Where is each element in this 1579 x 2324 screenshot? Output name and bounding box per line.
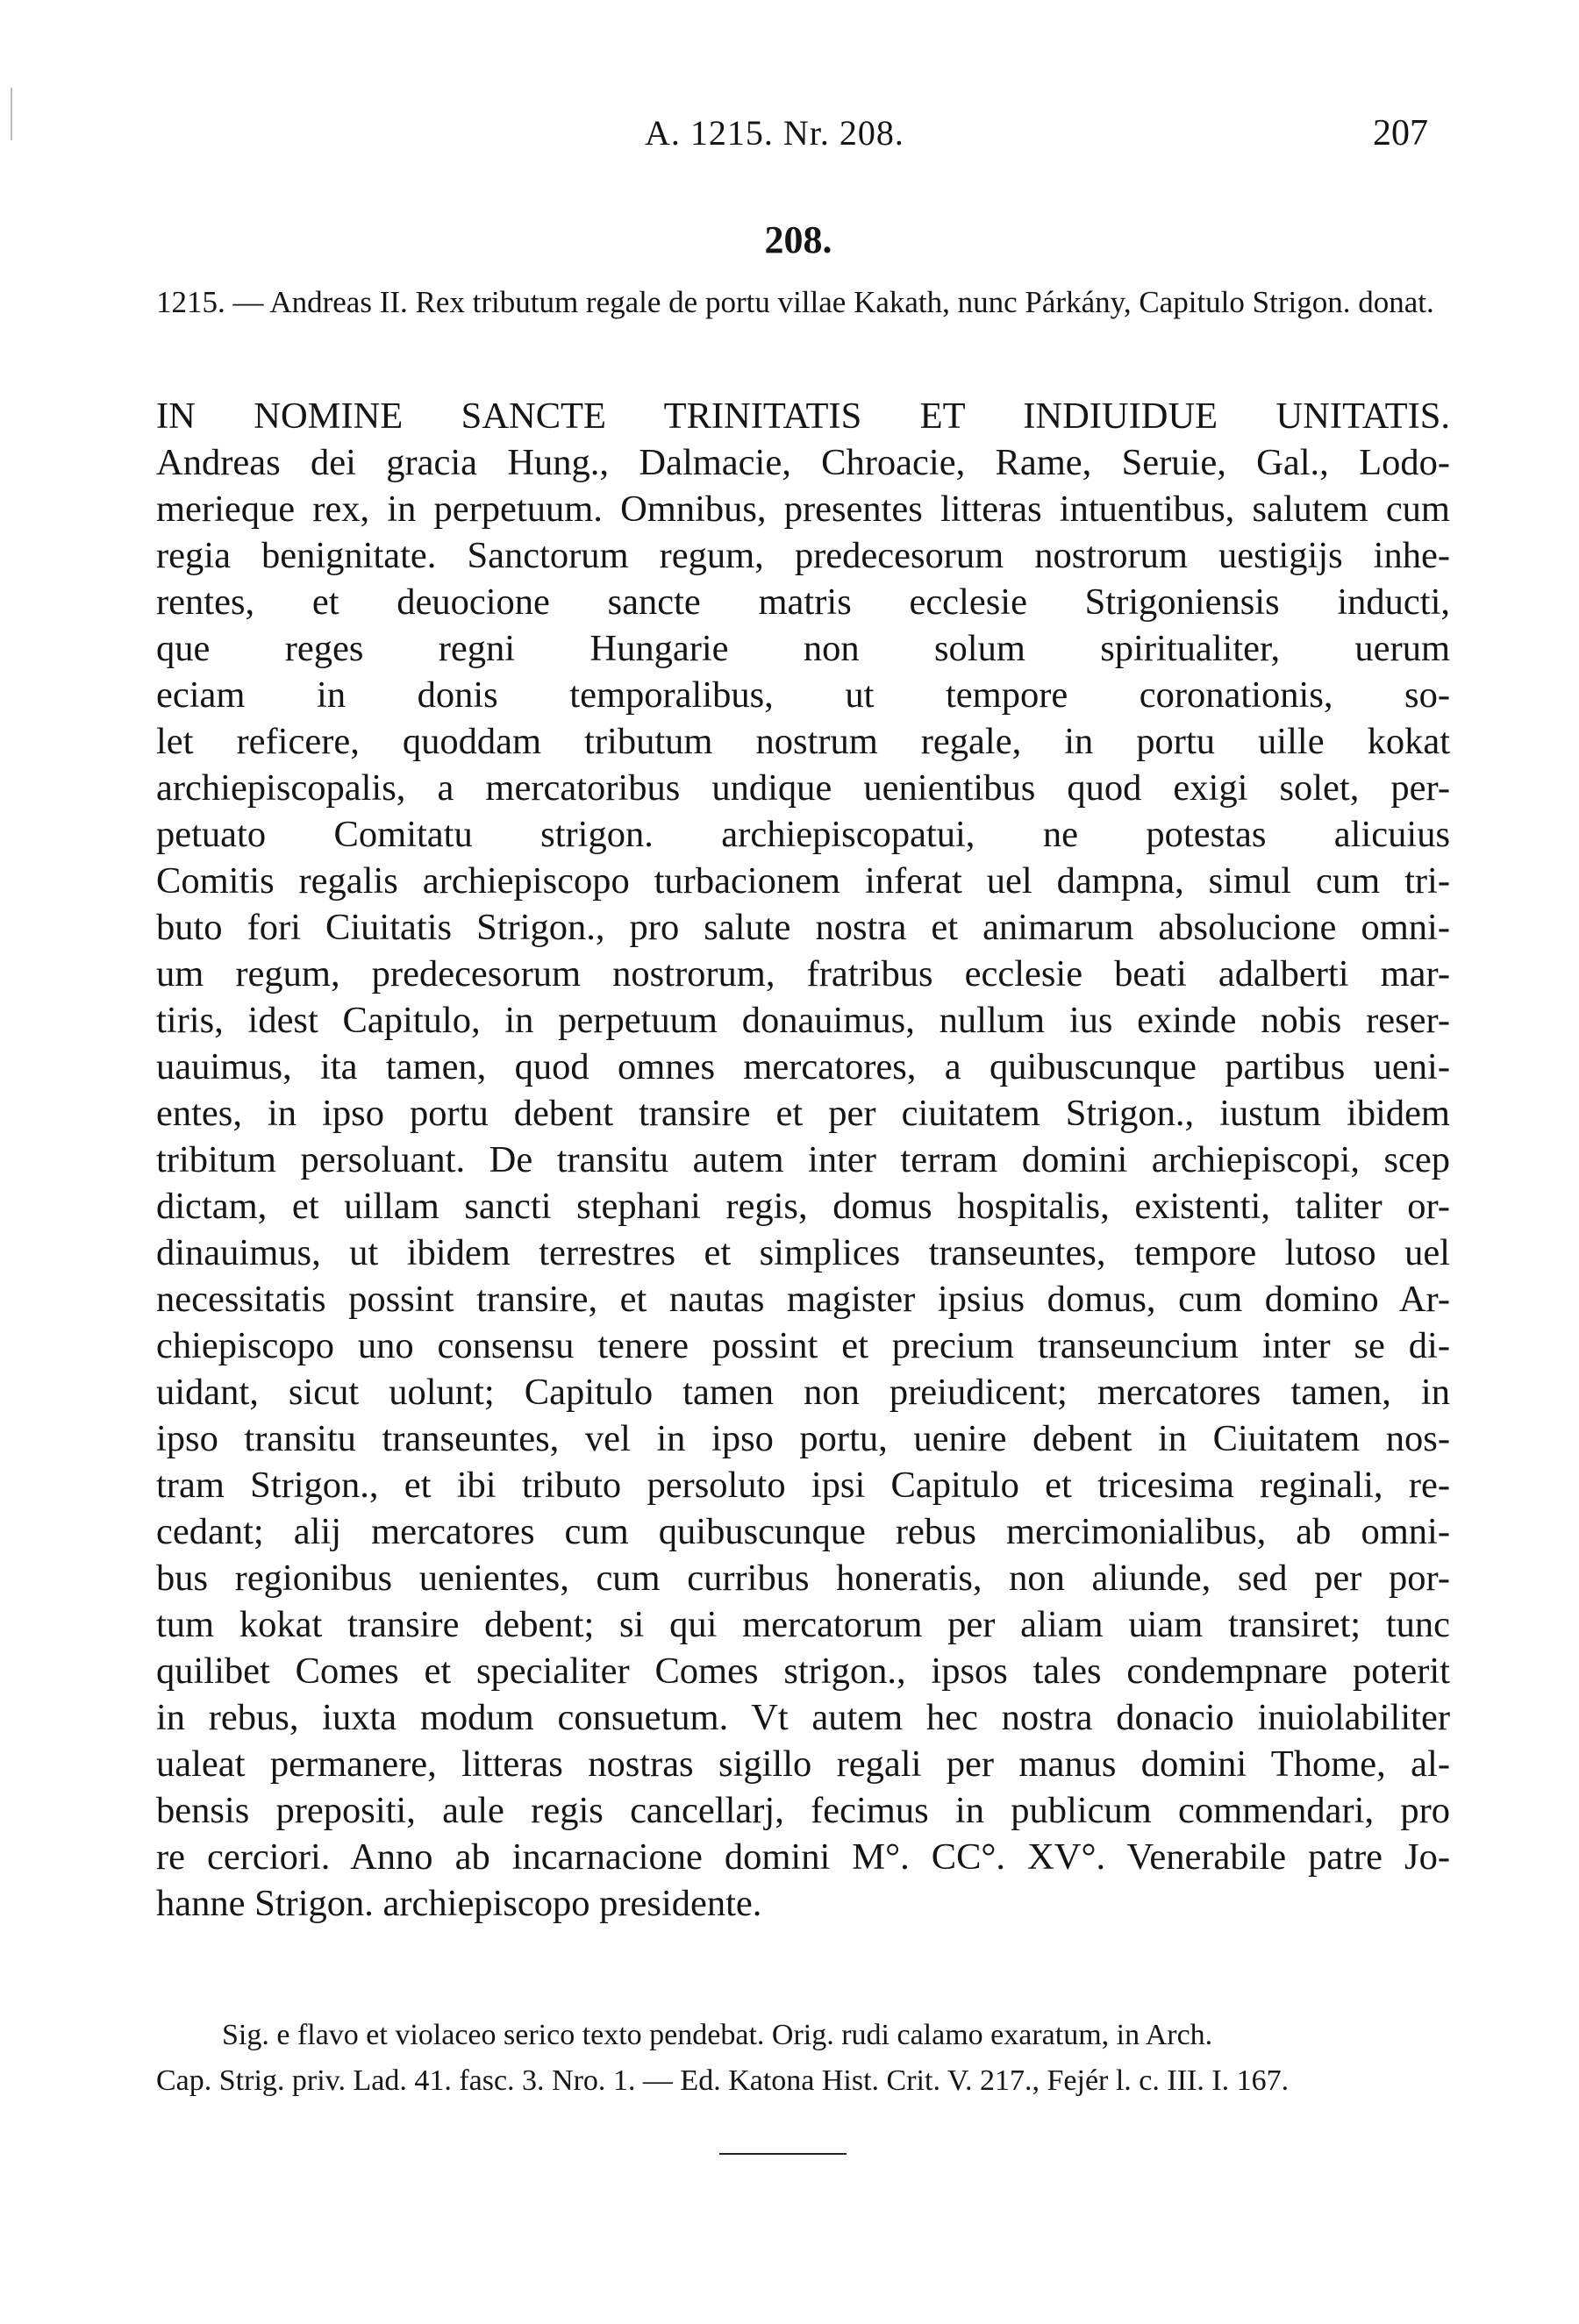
- charter-line: rentes, et deuocione sancte matris ecclesie Strigoniensis inducti,: [156, 581, 1450, 623]
- source-note-line: Cap. Strig. priv. Lad. 41. fasc. 3. Nro. 1. — Ed. Katona Hist. Crit. V. 217., Fejér l. c. III. I. 167.: [156, 2064, 1290, 2097]
- document-number: 208.: [764, 218, 832, 261]
- charter-line: tram Strigon., et ibi tributo persoluto ipsi Capitulo et tricesima reginali, re-: [156, 1465, 1450, 1506]
- charter-line: regia benignitate. Sanctorum regum, predecesorum nostrorum uestigijs inhe-: [156, 535, 1450, 576]
- charter-line: tum kokat transire debent; si qui mercatorum per aliam uiam transiret; tunc: [156, 1604, 1450, 1645]
- charter-line: dinauimus, ut ibidem terrestres et simplices transeuntes, tempore lutoso uel: [156, 1232, 1450, 1273]
- charter-line: Andreas dei gracia Hung., Dalmacie, Chroacie, Rame, Seruie, Gal., Lodo-: [156, 442, 1450, 483]
- charter-line: uauimus, ita tamen, quod omnes mercatores, a quibuscunque partibus ueni-: [156, 1046, 1450, 1087]
- regest-summary: 1215. — Andreas II. Rex tributum regale de portu villae Kakath, nunc Párkány, Capitulo Strigon. donat.: [156, 285, 1434, 319]
- running-head: [0, 112, 1579, 165]
- charter-line: chiepiscopo uno consensu tenere possint et precium transeuncium inter se di-: [156, 1325, 1450, 1366]
- charter-line: entes, in ipso portu debent transire et per ciuitatem Strigon., iustum ibidem: [156, 1093, 1450, 1134]
- charter-line: Comitis regalis archiepiscopo turbacionem inferat uel dampna, simul cum tri-: [156, 860, 1450, 902]
- charter-line: petuato Comitatu strigon. archiepiscopatui, ne potestas alicuius: [156, 814, 1450, 855]
- charter-line: que reges regni Hungarie non solum spiritualiter, uerum: [156, 628, 1450, 669]
- end-rule: [719, 2153, 847, 2155]
- charter-line: necessitatis possint transire, et nautas magister ipsius domus, cum domino Ar-: [156, 1279, 1450, 1320]
- charter-line: archiepiscopalis, a mercatoribus undique uenientibus quod exigi solet, per-: [156, 767, 1450, 809]
- charter-line: hanne Strigon. archiepiscopo presidente.: [156, 1883, 762, 1924]
- charter-line: ipso transitu transeuntes, vel in ipso portu, uenire debent in Ciuitatem nos-: [156, 1418, 1450, 1459]
- charter-line: bus regionibus uenientes, cum curribus honeratis, non aliunde, sed per por-: [156, 1558, 1450, 1599]
- charter-line: in rebus, iuxta modum consuetum. Vt autem hec nostra donacio inuiolabiliter: [156, 1697, 1450, 1738]
- charter-text: [156, 393, 1450, 1927]
- charter-line: let reficere, quoddam tributum nostrum regale, in portu uille kokat: [156, 721, 1450, 762]
- charter-line: um regum, predecesorum nostrorum, fratribus ecclesie beati adalberti mar-: [156, 953, 1450, 994]
- charter-line: re cerciori. Anno ab incarnacione domini M°. CC°. XV°. Venerabile patre Jo-: [156, 1836, 1450, 1878]
- charter-line: dictam, et uillam sancti stephani regis, domus hospitalis, existenti, taliter or-: [156, 1186, 1450, 1227]
- running-title: A. 1215. Nr. 208.: [645, 113, 904, 153]
- charter-line: tribitum persoluant. De transitu autem inter terram domini archiepiscopi, scep: [156, 1139, 1450, 1180]
- charter-line: tiris, idest Capitulo, in perpetuum donauimus, nullum ius exinde nobis reser-: [156, 1000, 1450, 1041]
- charter-line: cedant; alij mercatores cum quibuscunque rebus mercimonialibus, ab omni-: [156, 1511, 1450, 1552]
- charter-line: bensis prepositi, aule regis cancellarj, fecimus in publicum commendari, pro: [156, 1790, 1450, 1831]
- charter-line: merieque rex, in perpetuum. Omnibus, presentes litteras intuentibus, salutem cum: [156, 488, 1450, 530]
- charter-line: eciam in donis temporalibus, ut tempore coronationis, so-: [156, 674, 1450, 716]
- charter-line: IN NOMINE SANCTE TRINITATIS ET INDIUIDUE UNITATIS.: [156, 396, 1450, 437]
- charter-line: buto fori Ciuitatis Strigon., pro salute nostra et animarum absolucione omni-: [156, 907, 1450, 948]
- page-number: 207: [1373, 113, 1428, 153]
- charter-line: ualeat permanere, litteras nostras sigillo regali per manus domini Thome, al-: [156, 1743, 1450, 1785]
- source-note-line: Sig. e flavo et violaceo serico texto pendebat. Orig. rudi calamo exaratum, in Arch.: [222, 2019, 1213, 2051]
- charter-line: quilibet Comes et specialiter Comes strigon., ipsos tales condempnare poterit: [156, 1650, 1450, 1692]
- source-note: [156, 2013, 1450, 2104]
- charter-line: uidant, sicut uolunt; Capitulo tamen non preiudicent; mercatores tamen, in: [156, 1372, 1450, 1413]
